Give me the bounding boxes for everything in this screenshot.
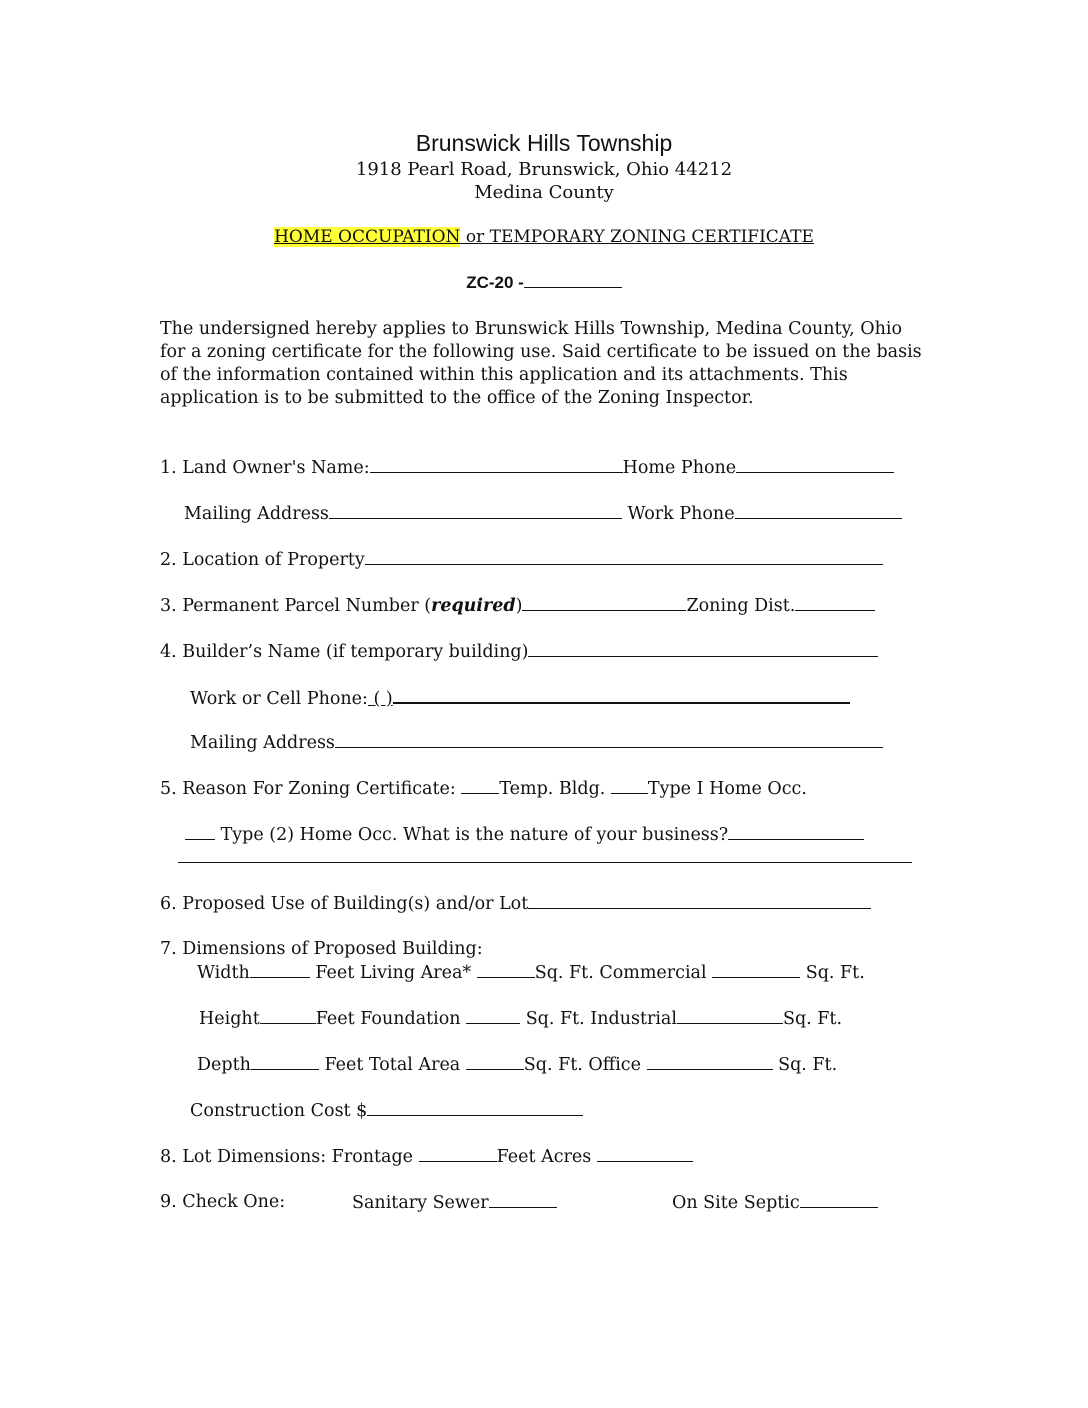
builder-label: 4. Builder’s Name (if temporary building) bbox=[160, 642, 529, 662]
field-type2 bbox=[185, 824, 864, 845]
type1-check[interactable] bbox=[611, 778, 648, 794]
zoning-blank[interactable] bbox=[795, 595, 875, 611]
construction-cost-label: Construction Cost $ bbox=[190, 1101, 368, 1121]
acres-label: Feet Acres bbox=[496, 1147, 597, 1167]
cert-number-blank[interactable] bbox=[524, 273, 622, 288]
office-blank[interactable] bbox=[647, 1054, 773, 1070]
field-proposed-use bbox=[160, 893, 871, 914]
commercial-unit: Sq. Ft. bbox=[800, 963, 865, 983]
office-label: Sq. Ft. Office bbox=[523, 1055, 647, 1075]
business-nature-line[interactable] bbox=[178, 862, 912, 863]
field-depth-row bbox=[197, 1054, 837, 1075]
width-label: Width bbox=[197, 963, 250, 983]
land-owner-blank[interactable] bbox=[370, 457, 623, 473]
check-one-label: 9. Check One: bbox=[160, 1192, 286, 1212]
org-address: 1918 Pearl Road, Brunswick, Ohio 44212 bbox=[355, 159, 733, 180]
location-blank[interactable] bbox=[365, 549, 883, 565]
temp-bldg-check[interactable] bbox=[461, 778, 499, 794]
intro-paragraph: The undersigned hereby applies to Brunswick Hills Township, Medina County, Ohio for a zoning certificate for the following use. Said certificate to be issued on the basis of the information contained within this application and its attachments. This application is to be submitted to the office of the Zoning Inspector. bbox=[160, 319, 922, 408]
land-owner-label: 1. Land Owner's Name: bbox=[160, 458, 370, 478]
home-phone-blank[interactable] bbox=[736, 457, 894, 473]
total-area-label: Feet Total Area bbox=[318, 1055, 466, 1075]
title-rest: or TEMPORARY ZONING CERTIFICATE bbox=[460, 227, 814, 247]
height-label: Height bbox=[199, 1009, 260, 1029]
field-width-row bbox=[197, 962, 865, 983]
industrial-blank[interactable] bbox=[677, 1008, 783, 1024]
parcel-blank[interactable] bbox=[522, 595, 686, 611]
certificate-number bbox=[0, 273, 1088, 293]
frontage-blank[interactable] bbox=[419, 1146, 497, 1162]
field-dimensions-heading: 7. Dimensions of Proposed Building: bbox=[160, 939, 483, 959]
org-county: Medina County bbox=[474, 182, 614, 203]
office-unit: Sq. Ft. bbox=[772, 1055, 838, 1075]
builder-blank[interactable] bbox=[528, 641, 878, 657]
width-blank[interactable] bbox=[250, 962, 310, 978]
commercial-label: Sq. Ft. Commercial bbox=[534, 963, 713, 983]
height-blank[interactable] bbox=[260, 1008, 316, 1024]
field-builder bbox=[160, 641, 878, 662]
industrial-label: Sq. Ft. Industrial bbox=[520, 1009, 677, 1029]
builder-phone-label: Work or Cell Phone: bbox=[190, 689, 368, 709]
parcel-label: 3. Permanent Parcel Number ( bbox=[160, 596, 432, 616]
field-height-row bbox=[199, 1008, 842, 1029]
commercial-blank[interactable] bbox=[712, 962, 800, 978]
owner-mailing-label: Mailing Address bbox=[184, 504, 329, 524]
field-sanitary-sewer bbox=[352, 1192, 557, 1213]
type2-label: Type (2) Home Occ. What is the nature of your business? bbox=[215, 825, 729, 845]
total-area-blank[interactable] bbox=[466, 1054, 524, 1070]
industrial-unit: Sq. Ft. bbox=[782, 1009, 843, 1029]
builder-mailing-blank[interactable] bbox=[335, 732, 883, 748]
field-construction-cost bbox=[190, 1100, 583, 1121]
title-highlight: HOME OCCUPATION bbox=[274, 227, 461, 247]
field-builder-phone bbox=[190, 687, 850, 709]
cert-prefix: ZC-20 - bbox=[466, 273, 524, 292]
living-area-blank[interactable] bbox=[477, 962, 535, 978]
work-phone-blank[interactable] bbox=[735, 503, 902, 519]
parcel-required: required bbox=[431, 596, 516, 616]
construction-cost-blank[interactable] bbox=[367, 1100, 583, 1116]
acres-blank[interactable] bbox=[597, 1146, 693, 1162]
sanitary-sewer-label: Sanitary Sewer bbox=[352, 1193, 489, 1213]
org-name: Brunswick Hills Township bbox=[415, 130, 673, 156]
field-owner-mailing bbox=[184, 503, 902, 524]
field-lot-dimensions bbox=[160, 1146, 693, 1167]
frontage-label: 8. Lot Dimensions: Frontage bbox=[160, 1147, 419, 1167]
builder-mailing-label: Mailing Address bbox=[190, 733, 335, 753]
home-phone-label: Home Phone bbox=[622, 458, 737, 478]
zoning-label: Zoning Dist. bbox=[686, 596, 796, 616]
field-on-site-septic bbox=[672, 1192, 878, 1213]
reason-label: 5. Reason For Zoning Certificate: bbox=[160, 779, 462, 799]
field-land-owner bbox=[160, 457, 894, 478]
builder-phone-blank[interactable] bbox=[393, 687, 850, 704]
type2-check[interactable] bbox=[185, 824, 215, 840]
proposed-use-label: 6. Proposed Use of Building(s) and/or Lot bbox=[160, 894, 529, 914]
work-phone-label: Work Phone bbox=[621, 504, 735, 524]
type1-label: Type I Home Occ. bbox=[647, 779, 807, 799]
temp-bldg-label: Temp. Bldg. bbox=[499, 779, 611, 799]
field-reason bbox=[160, 778, 807, 799]
owner-mailing-blank[interactable] bbox=[329, 503, 622, 519]
parcel-close: ) bbox=[515, 596, 523, 616]
form-title bbox=[0, 227, 1088, 247]
septic-blank[interactable] bbox=[800, 1192, 878, 1208]
field-builder-mailing bbox=[190, 732, 883, 753]
field-location bbox=[160, 549, 883, 570]
septic-label: On Site Septic bbox=[672, 1193, 800, 1213]
depth-label: Depth bbox=[197, 1055, 251, 1075]
sanitary-sewer-blank[interactable] bbox=[489, 1192, 557, 1208]
foundation-blank[interactable] bbox=[466, 1008, 520, 1024]
field-parcel bbox=[160, 595, 875, 616]
builder-phone-area[interactable]: ( ) bbox=[367, 689, 393, 709]
location-label: 2. Location of Property bbox=[160, 550, 365, 570]
living-area-label: Feet Living Area* bbox=[309, 963, 477, 983]
field-check-one bbox=[160, 1192, 285, 1212]
proposed-use-blank[interactable] bbox=[528, 893, 871, 909]
business-nature-blank[interactable] bbox=[728, 824, 864, 840]
foundation-label: Feet Foundation bbox=[315, 1009, 467, 1029]
depth-blank[interactable] bbox=[251, 1054, 319, 1070]
